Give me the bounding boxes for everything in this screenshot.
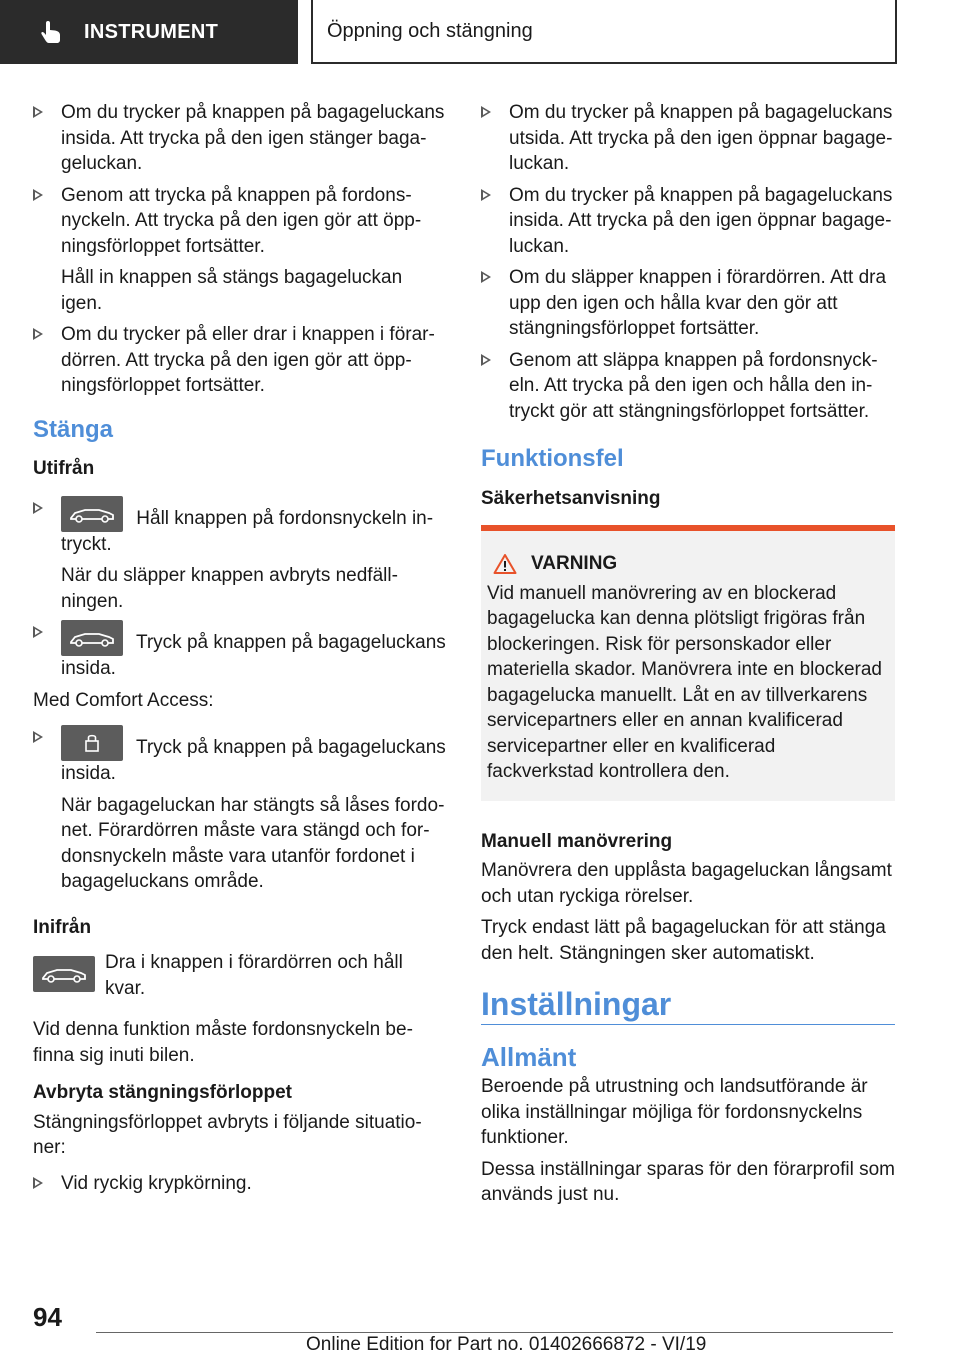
heading-sakerhetsanvisning: Säkerhetsanvisning [481,487,661,509]
heading-manuell: Manuell manövrering [481,830,673,852]
list-item-text: Vid ryckig krypkörning. [61,1172,252,1194]
list-item [481,348,895,425]
trunk-car-icon [33,956,95,992]
trunk-car-icon [61,620,123,656]
page-number: 94 [33,1302,62,1332]
triangle-bullet-icon [481,189,491,201]
triangle-bullet-icon [33,731,43,743]
triangle-bullet-icon [33,626,43,638]
warning-title: VARNING [531,553,618,574]
comfort-access-label: Med Comfort Access: [33,689,214,711]
list-item-text: Om du släpper knappen i förardörren. Att dra upp den igen och hålla kvar den gör att stängningsförloppet fortsätter. [509,267,887,339]
section-tab [0,0,298,64]
list-item-text: Genom att trycka på knappen på fordonsnyckeln. Att trycka på den igen gör att öppningsförloppet fortsätter. [61,184,422,257]
list-item-text: Genom att släppa knappen på fordonsnyckeln. Att trycka på den igen och hålla den intryckt gör att stängningsförloppet fortsätter. [509,349,878,422]
warning-text: Vid manuell manövrering av en blockerad bagagelucka kan denna plötsligt frigöras från blockeringen. Risk för personskador eller materiella skador. Manövrera inte en blockerad bagagelucka manuellt. Låt en av tillverkarens servicepartners eller en annan kvalificerad servicepartner eller en kvalificerad fackverkstad kontrollera den. [487,582,882,782]
hand-pointer-icon [40,20,62,44]
page-header [0,0,960,66]
list-item-text: Håll knappen på fordonsnyckeln intryckt. [61,507,434,555]
list-item-text: Tryck på knappen på bagageluckans insida. [61,737,446,784]
heading-inifran: Inifrån [33,916,92,938]
list-item-subtext: När bagageluckan har stängts så låses fordonet. Förardörren måste vara stängd och fordonsnyckeln måste vara utanför fordonet i bagageluckans område. [61,794,445,892]
list-item-text: Om du trycker på eller drar i knappen i förardörren. Att trycka på den igen gör att öppningsförloppet fortsätter. [61,324,435,396]
chapter-title: Öppning och stängning [327,19,533,42]
inifran-text: Dra i knappen i förardörren och håll kvar. [105,952,403,999]
profil-text: Dessa inställningar sparas för den förarprofil som används just nu. [481,1158,895,1205]
manuell-text: Manövrera den upplåsta bagageluckan långsamt och utan ryckiga rörelser. [481,860,892,907]
list-item [481,265,895,342]
warning-box [481,525,895,801]
warning-title-row [493,551,887,577]
list-item-text: Om du trycker på knappen på bagageluckans utsida. Att trycka på den igen öppnar bagageluckan. [509,102,893,174]
triangle-bullet-icon [33,502,43,514]
list-item [33,496,447,558]
list-item [33,1171,447,1197]
heading-funktionsfel: Funktionsfel [481,445,624,472]
list-item [33,725,447,787]
list-item [33,322,447,399]
right-column [481,100,895,1214]
left-column [33,100,447,1202]
list-item-text: Om du trycker på knappen på bagageluckans insida. Att trycka på den igen stänger bagageluckan. [61,102,445,174]
section-tab-label: INSTRUMENT [84,20,219,43]
heading-stanga: Stänga [33,415,114,443]
triangle-bullet-icon [33,189,43,201]
heading-avbryta: Avbryta stängningsförloppet [33,1082,292,1103]
edition-label: Online Edition for Part no. 01402666872 - VI/19 [306,1334,707,1355]
triangle-bullet-icon [481,354,491,366]
warning-triangle-icon [493,553,517,575]
list-item [33,620,447,682]
triangle-bullet-icon [481,271,491,283]
list-item [33,183,447,260]
allmant-text: Beroende på utrustning och landsutförande är olika inställningar möjliga för fordonsnyckelns funktioner. [481,1076,868,1148]
list-item [481,100,895,177]
list-item-text: Tryck på knappen på bagageluckans insida. [61,632,446,679]
tryck-text: Tryck endast lätt på bagageluckan för att stänga den helt. Stängningen sker automatiskt. [481,917,886,964]
lock-icon [61,725,123,761]
footer-divider [96,1332,893,1333]
list-item-text: Om du trycker på knappen på bagageluckans insida. Att trycka på den igen öppnar bagageluckan. [509,184,893,257]
heading-utifran: Utifrån [33,458,95,479]
heading-allmant: Allmänt [481,1041,577,1072]
inifran-row [33,950,447,1001]
heading-installningar: Inställningar [481,992,895,1025]
avbryta-text: Stängningsförloppet avbryts i följande situationer: [33,1111,422,1158]
triangle-bullet-icon [33,106,43,118]
triangle-bullet-icon [481,106,491,118]
key-note: Vid denna funktion måste fordonsnyckeln befinna sig inuti bilen. [33,1019,413,1066]
chapter-title-box [311,0,897,64]
list-item [481,183,895,260]
list-item-subtext: Håll in knappen så stängs bagageluckan igen. [61,267,403,314]
trunk-car-icon [61,496,123,532]
triangle-bullet-icon [33,328,43,340]
triangle-bullet-icon [33,1177,43,1189]
list-item [33,100,447,177]
list-item-subtext: När du släpper knappen avbryts nedfällningen. [61,565,398,612]
